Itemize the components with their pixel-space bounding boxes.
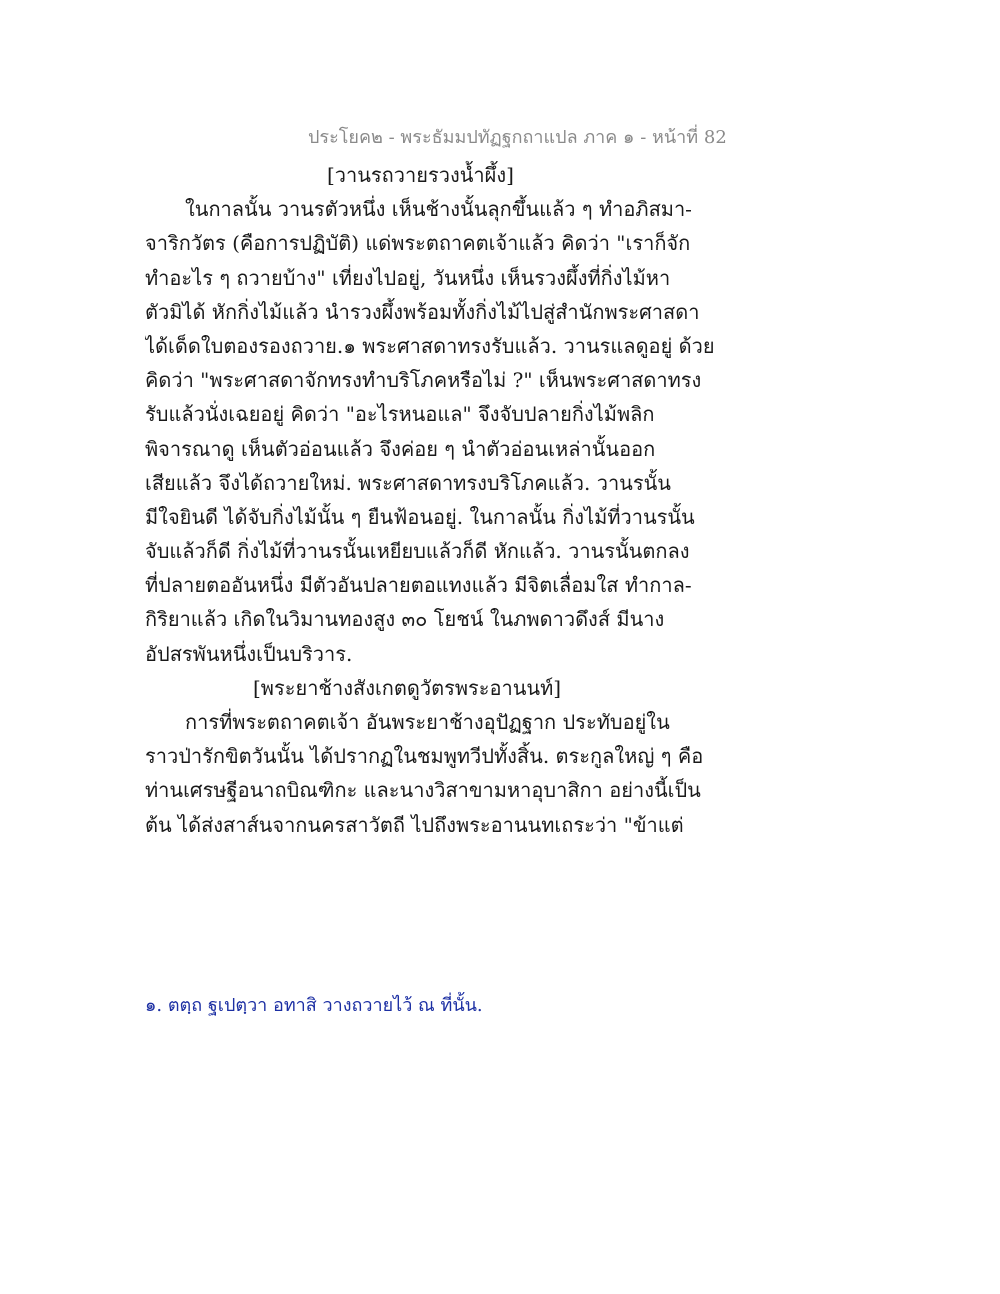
paragraph-line: รับแล้วนั่งเฉยอยู่ คิดว่า "อะไรหนอแล" จึงจับปลายกิ่งไม้พลิก — [145, 402, 655, 427]
paragraph-line: ราวป่ารักขิตวันนั้น ได้ปรากฏในชมพูทวีปทั้งสิ้น. ตระกูลใหญ่ ๆ คือ — [145, 744, 704, 769]
paragraph-line: ได้เด็ดใบตองรองถวาย.๑ พระศาสดาทรงรับแล้ว. วานรแลดูอยู่ ด้วย — [145, 333, 715, 358]
paragraph-line: ในกาลนั้น วานรตัวหนึ่ง เห็นช้างนั้นลุกขึ้นแล้ว ๆ ทำอภิสมา- — [185, 197, 692, 222]
footnote: ๑. ตตฺถ ฐเปตฺวา อทาสิ วางถวายไว้ ณ ที่นั้น. — [145, 995, 483, 1016]
paragraph-line: กิริยาแล้ว เกิดในวิมานทองสูง ๓๐ โยชน์ ในภพดาวดึงส์ มีนาง — [145, 607, 665, 632]
paragraph-line: ตัวมิได้ หักกิ่งไม้แล้ว นำรวงผึ้งพร้อมทั้งกิ่งไม้ไปสู่สำนักพระศาสดา — [145, 299, 700, 324]
paragraph-line: มีใจยินดี ได้จับกิ่งไม้นั้น ๆ ยืนฟ้อนอยู่. ในกาลนั้น กิ่งไม้ที่วานรนั้น — [145, 504, 695, 529]
paragraph-line: ท่านเศรษฐีอนาถบิณฑิกะ และนางวิสาขามหาอุบาสิกา อย่างนี้เป็น — [145, 778, 701, 803]
paragraph-line: การที่พระตถาคตเจ้า อันพระยาช้างอุปัฏฐาก ประทับอยู่ใน — [185, 710, 670, 734]
paragraph-line: ต้น ได้ส่งสาส์นจากนครสาวัตถี ไปถึงพระอานนทเถระว่า "ข้าแต่ — [145, 812, 684, 837]
section-heading: [พระยาช้างสังเกตดูวัตรพระอานนท์] — [253, 675, 562, 700]
running-header: ประโยค๒ - พระธัมมปทัฏฐกถาแปล ภาค ๑ - หน้าที่ 82 — [308, 127, 727, 148]
paragraph-line: คิดว่า "พระศาสดาจักทรงทำบริโภคหรือไม่ ?" เห็นพระศาสดาทรง — [145, 368, 702, 393]
paragraph-line: ทำอะไร ๆ ถวายบ้าง" เที่ยงไปอยู่, วันหนึ่ง เห็นรวงผึ้งที่กิ่งไม้หา — [145, 265, 671, 290]
body-text — [145, 158, 845, 842]
paragraph-line: ที่ปลายตออันหนึ่ง มีตัวอันปลายตอแทงแล้ว มีจิตเลื่อมใส ทำกาล- — [145, 573, 692, 598]
paragraph-line: พิจารณาดู เห็นตัวอ่อนแล้ว จึงค่อย ๆ นำตัวอ่อนเหล่านั้นออก — [145, 436, 656, 461]
paragraph-line: จับแล้วก็ดี กิ่งไม้ที่วานรนั้นเหยียบแล้วก็ดี หักแล้ว. วานรนั้นตกลง — [145, 539, 690, 564]
paragraph-line: อัปสรพันหนึ่งเป็นบริวาร. — [145, 641, 353, 666]
section-heading: [วานรถวายรวงน้ำผึ้ง] — [327, 163, 514, 187]
paragraph-line: เสียแล้ว จึงได้ถวายใหม่. พระศาสดาทรงบริโภคแล้ว. วานรนั้น — [145, 470, 671, 495]
paragraph-line: จาริกวัตร (คือการปฏิบัติ) แด่พระตถาคตเจ้าแล้ว คิดว่า "เราก็จัก — [145, 231, 691, 256]
